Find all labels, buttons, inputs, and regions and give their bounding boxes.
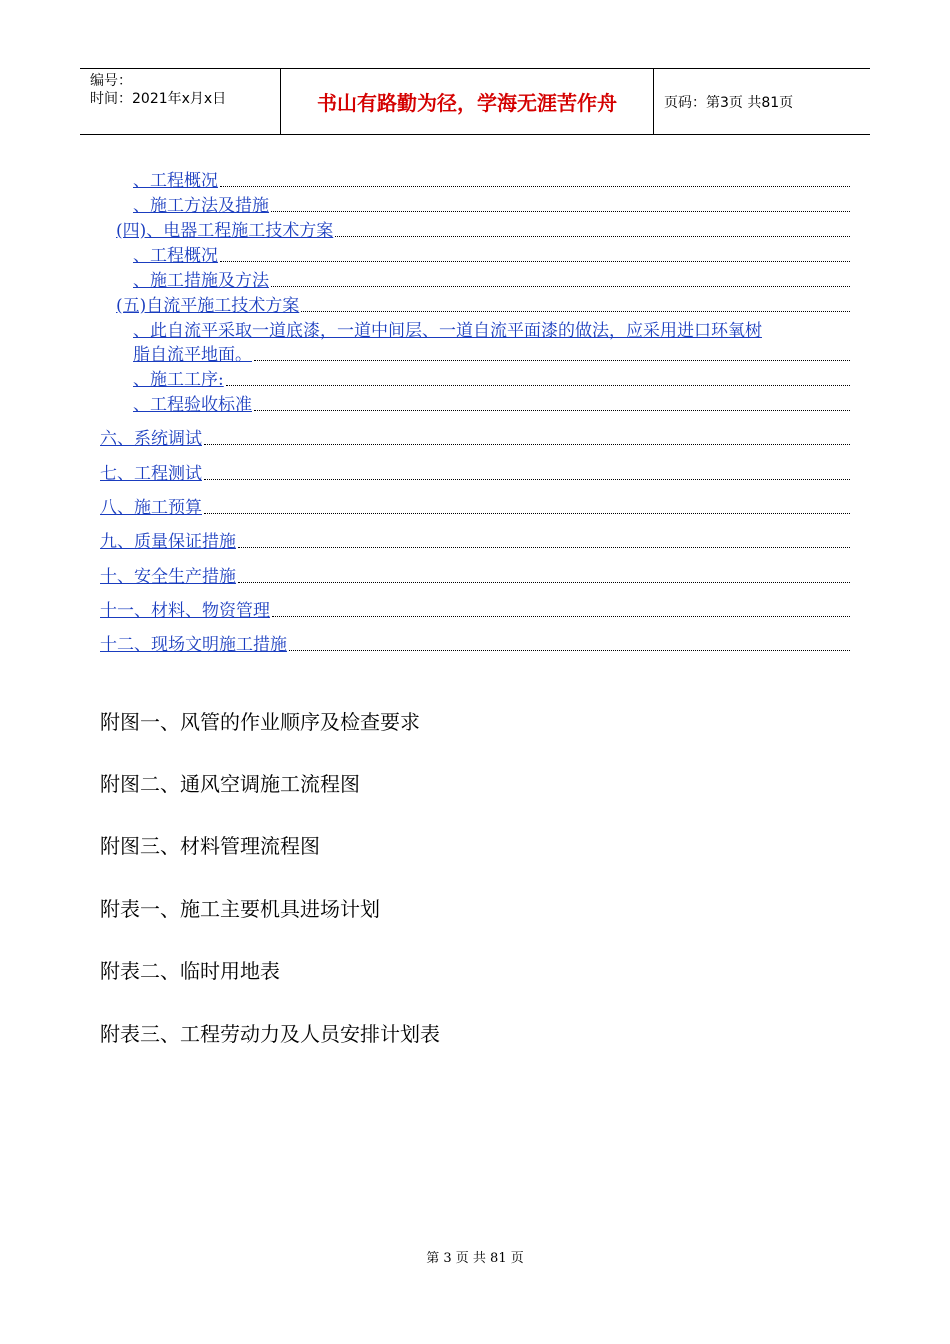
toc-leader xyxy=(335,236,850,237)
toc-leader xyxy=(238,547,850,548)
annex-item: 附图二、通风空调施工流程图 xyxy=(100,772,360,796)
toc-leader xyxy=(220,186,850,187)
toc-link[interactable]: 七、工程测试 xyxy=(100,464,202,484)
toc-entry[interactable] xyxy=(100,634,850,656)
toc-link[interactable]: 、工程概况 xyxy=(133,246,218,266)
toc-link[interactable]: 、施工工序: xyxy=(133,370,224,390)
page-footer: 第 3 页 共 81 页 xyxy=(426,1251,524,1266)
toc-link[interactable]: 十、安全生产措施 xyxy=(100,567,236,587)
toc-link[interactable]: 十二、现场文明施工措施 xyxy=(100,635,287,655)
toc-link[interactable]: 八、施工预算 xyxy=(100,498,202,518)
toc-leader xyxy=(271,286,850,287)
toc-leader xyxy=(254,410,850,411)
toc-leader xyxy=(289,650,850,651)
toc-entry[interactable] xyxy=(133,170,850,192)
toc-entry[interactable] xyxy=(100,428,850,450)
toc-entry[interactable] xyxy=(116,220,850,242)
page-header xyxy=(80,68,870,135)
annex-item: 附图一、风管的作业顺序及检查要求 xyxy=(100,710,420,734)
number-label: 编号： xyxy=(90,73,132,89)
header-meta xyxy=(80,69,281,134)
toc-leader xyxy=(204,513,850,514)
header-page-info: 页码：第3页 共81页 xyxy=(664,94,794,111)
toc-leader xyxy=(226,385,850,386)
toc-entry[interactable] xyxy=(100,600,850,622)
toc-leader xyxy=(301,311,850,312)
header-motto: 书山有路勤为径，学海无涯苦作舟 xyxy=(281,69,654,134)
toc-entry[interactable] xyxy=(100,566,850,588)
toc-entry[interactable] xyxy=(133,320,850,342)
toc-leader xyxy=(204,444,850,445)
annex-item: 附图三、材料管理流程图 xyxy=(100,834,320,858)
toc-link[interactable]: 、工程概况 xyxy=(133,171,218,191)
toc-leader xyxy=(272,616,850,617)
toc-link[interactable]: (五)自流平施工技术方案 xyxy=(116,296,300,316)
toc-leader xyxy=(238,582,850,583)
toc-entry[interactable] xyxy=(133,245,850,267)
toc-link[interactable]: 六、系统调试 xyxy=(100,429,202,449)
toc-entry[interactable] xyxy=(133,394,850,416)
toc-entry[interactable] xyxy=(133,195,850,217)
toc-link[interactable]: (四)、电器工程施工技术方案 xyxy=(116,221,334,241)
toc-entry[interactable] xyxy=(100,531,850,553)
toc-entry[interactable] xyxy=(100,497,850,519)
toc-link[interactable]: 、工程验收标准 xyxy=(133,395,252,415)
toc-leader xyxy=(271,211,850,212)
toc-entry[interactable] xyxy=(133,344,850,366)
toc-leader xyxy=(204,479,850,480)
toc-entry[interactable] xyxy=(116,295,850,317)
date-label: 时间：2021年x月x日 xyxy=(90,91,227,107)
toc-entry[interactable] xyxy=(133,369,850,391)
toc-link[interactable]: 脂自流平地面。 xyxy=(133,345,252,365)
toc-entry[interactable] xyxy=(133,270,850,292)
toc-link[interactable]: 十一、材料、物资管理 xyxy=(100,601,270,621)
toc-link[interactable]: 、施工方法及措施 xyxy=(133,196,269,216)
annex-item: 附表二、临时用地表 xyxy=(100,959,280,983)
toc-link[interactable]: 、施工措施及方法 xyxy=(133,271,269,291)
toc-entry[interactable] xyxy=(100,463,850,485)
annex-item: 附表三、工程劳动力及人员安排计划表 xyxy=(100,1022,440,1046)
toc-leader xyxy=(254,360,850,361)
toc-link[interactable]: 九、质量保证措施 xyxy=(100,532,236,552)
toc-leader xyxy=(220,261,850,262)
toc-link[interactable]: 、此自流平采取一道底漆，一道中间层、一道自流平面漆的做法，应采用进口环氧树 xyxy=(133,321,762,341)
annex-item: 附表一、施工主要机具进场计划 xyxy=(100,897,380,921)
